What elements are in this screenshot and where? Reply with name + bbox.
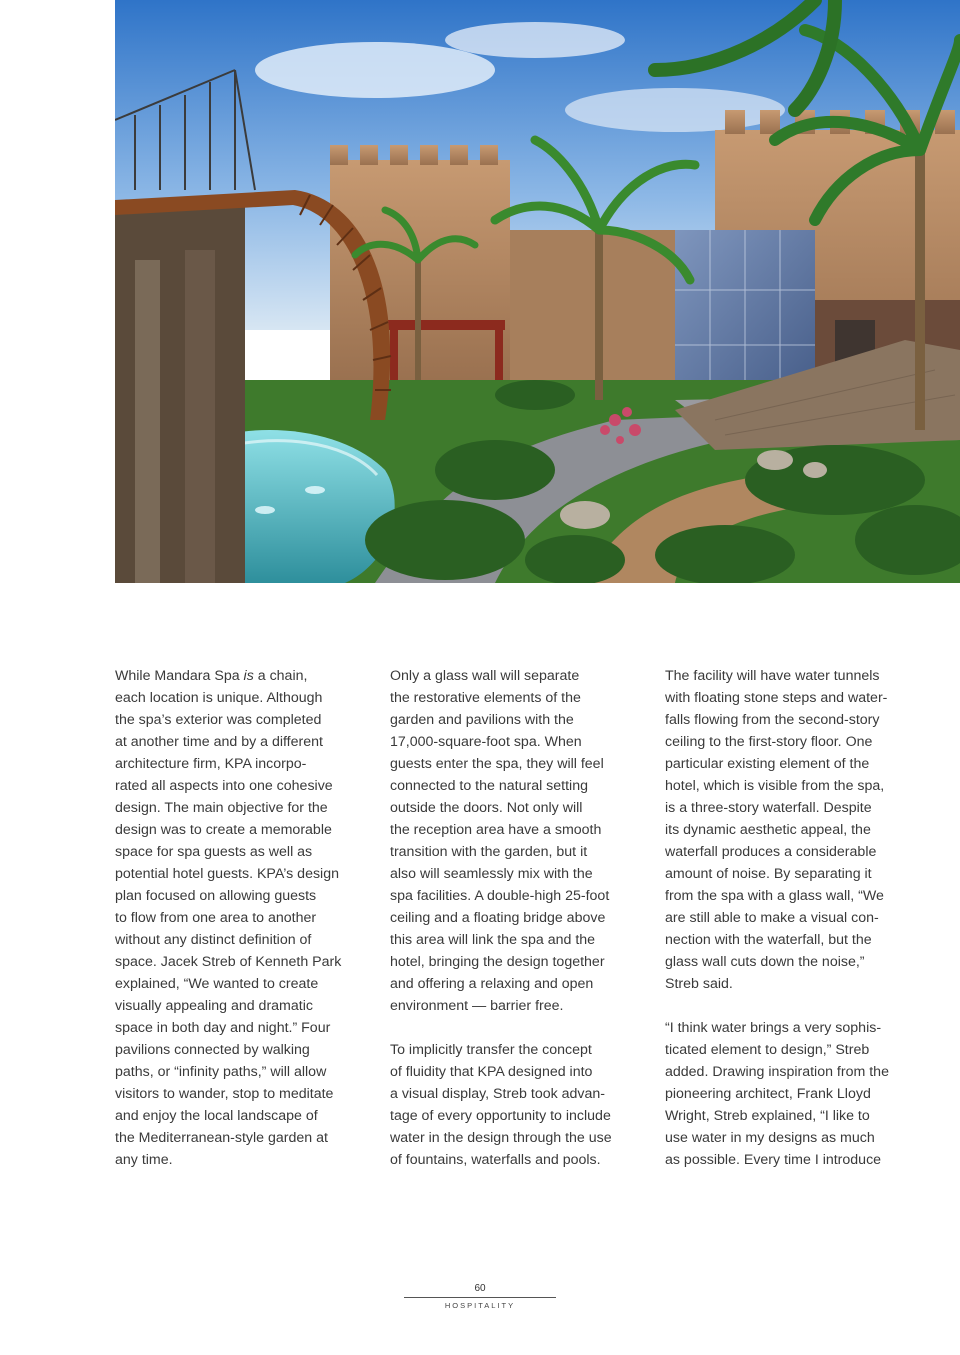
text-line: garden and pavilions with the <box>390 712 574 728</box>
text-line: environment — barrier free. <box>390 998 564 1014</box>
text-line: is a three-story waterfall. Despite <box>665 800 872 816</box>
text-line: waterfall produces a considerable <box>665 844 877 860</box>
text-line: design was to create a memorable <box>115 822 332 838</box>
text-line: of fountains, waterfalls and pools. <box>390 1152 601 1168</box>
paragraph <box>115 665 365 1171</box>
text-line: of fluidity that KPA designed into <box>390 1064 593 1080</box>
text-line: 17,000-square-foot spa. When <box>390 734 582 750</box>
text-line: While Mandara Spa is a chain, <box>115 668 308 684</box>
text-line: space. Jacek Streb of Kenneth Park <box>115 954 342 970</box>
text-line: and offering a relaxing and open <box>390 976 594 992</box>
text-line: also will seamlessly mix with the <box>390 866 593 882</box>
paragraph <box>665 1017 915 1171</box>
text-line: connected to the natural setting <box>390 778 588 794</box>
text-line: at another time and by a different <box>115 734 323 750</box>
text-line: rated all aspects into one cohesive <box>115 778 333 794</box>
text-line: glass wall cuts down the noise,” <box>665 954 865 970</box>
text-line: without any distinct definition of <box>115 932 312 948</box>
text-line: The facility will have water tunnels <box>665 668 880 684</box>
text-line: To implicitly transfer the concept <box>390 1042 592 1058</box>
page-number: 60 <box>474 1283 486 1294</box>
paragraph <box>390 1039 640 1171</box>
text-line: design. The main objective for the <box>115 800 328 816</box>
text-line: space in both day and night.” Four <box>115 1020 331 1036</box>
text-line: potential hotel guests. KPA’s design <box>115 866 339 882</box>
text-line: the Mediterranean-style garden at <box>115 1130 328 1146</box>
text-line: Wright, Streb explained, “I like to <box>665 1108 870 1124</box>
emphasis: is <box>243 668 254 684</box>
text-line: guests enter the spa, they will feel <box>390 756 604 772</box>
text-line: visually appealing and dramatic <box>115 998 313 1014</box>
text-line: are still able to make a visual con- <box>665 910 879 926</box>
text-column-1 <box>115 665 365 1171</box>
section-label: HOSPITALITY <box>444 1301 516 1310</box>
text-line: falls flowing from the second-story <box>665 712 880 728</box>
text-line: amount of noise. By separating it <box>665 866 872 882</box>
text-line: nection with the waterfall, but the <box>665 932 872 948</box>
text-line: and enjoy the local landscape of <box>115 1108 318 1124</box>
text-line: plan focused on allowing guests <box>115 888 317 904</box>
text-line: “I think water brings a very sophis- <box>665 1020 882 1036</box>
text-line: each location is unique. Although <box>115 690 323 706</box>
text-line: pavilions connected by walking <box>115 1042 310 1058</box>
text-line: added. Drawing inspiration from the <box>665 1064 889 1080</box>
text-line: Streb said. <box>665 976 733 992</box>
text-line: architecture firm, KPA incorpo- <box>115 756 307 772</box>
text-line: explained, “We wanted to create <box>115 976 319 992</box>
text-line: as possible. Every time I introduce <box>665 1152 882 1168</box>
text-line: transition with the garden, but it <box>390 844 588 860</box>
text-line: pioneering architect, Frank Lloyd <box>665 1086 871 1102</box>
text-line: tage of every opportunity to include <box>390 1108 611 1124</box>
text-line: outside the doors. Not only will <box>390 800 583 816</box>
text-line: paths, or “infinity paths,” will allow <box>115 1064 327 1080</box>
text-column-2 <box>390 665 640 1171</box>
text-line: ceiling to the first-story floor. One <box>665 734 873 750</box>
page-footer <box>404 1282 556 1310</box>
text-line: space for spa guests as well as <box>115 844 313 860</box>
text-line: hotel, bringing the design together <box>390 954 605 970</box>
spa-garden-rendering <box>115 0 960 583</box>
footer-divider <box>404 1297 556 1298</box>
text-line: the reception area have a smooth <box>390 822 602 838</box>
text-line: hotel, which is visible from the spa, <box>665 778 885 794</box>
text-line: with floating stone steps and water- <box>665 690 888 706</box>
text-line: Only a glass wall will separate <box>390 668 580 684</box>
text-line: to flow from one area to another <box>115 910 317 926</box>
text-column-3 <box>665 665 915 1171</box>
text-line: ceiling and a floating bridge above <box>390 910 606 926</box>
text-line: the spa’s exterior was completed <box>115 712 322 728</box>
hero-image <box>115 0 960 583</box>
paragraph <box>665 665 915 995</box>
text-line: this area will link the spa and the <box>390 932 596 948</box>
text-line: spa facilities. A double-high 25-foot <box>390 888 610 904</box>
text-line: any time. <box>115 1152 173 1168</box>
text-line: from the spa with a glass wall, “We <box>665 888 884 904</box>
text-line: particular existing element of the <box>665 756 870 772</box>
text-line: use water in my designs as much <box>665 1130 875 1146</box>
text-line: ticated element to design,” Streb <box>665 1042 870 1058</box>
text-line: a visual display, Streb took advan- <box>390 1086 606 1102</box>
text-line: visitors to wander, stop to meditate <box>115 1086 334 1102</box>
text-line: the restorative elements of the <box>390 690 581 706</box>
text-line: its dynamic aesthetic appeal, the <box>665 822 871 838</box>
paragraph <box>390 665 640 1017</box>
text-line: water in the design through the use <box>390 1130 612 1146</box>
